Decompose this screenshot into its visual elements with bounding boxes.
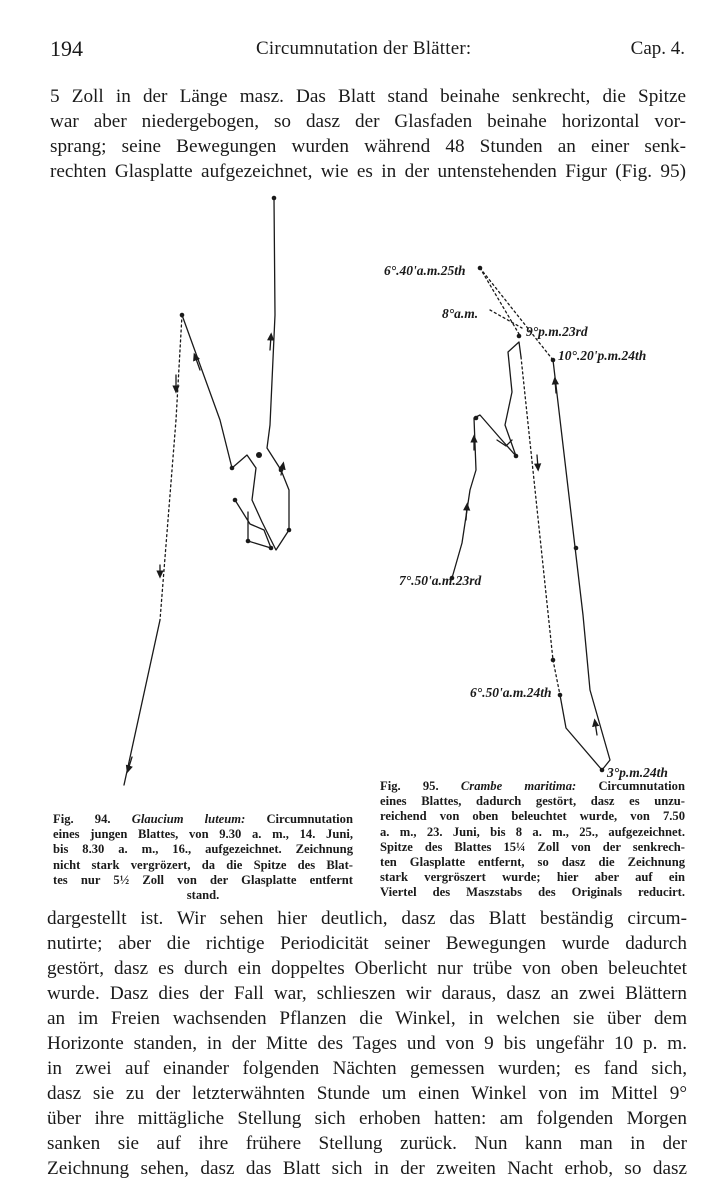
page-number: 194 xyxy=(50,36,83,61)
caption-line: Spitze des Blattes 15¼ Zoll von der senkrech- xyxy=(380,839,685,854)
caption-text: Circumnutation xyxy=(266,812,353,826)
species-name: Glaucium luteum: xyxy=(131,812,246,826)
fig95-dotted-right xyxy=(480,268,553,360)
label-8am: 8°a.m. xyxy=(442,306,479,321)
text-line: sanken sie auf ihre frühere Stellung zurück. Nun kann man in der xyxy=(47,1133,687,1154)
text-line: dasz sie zu der letzterwähnten Stunde um einen Winkel von im Mittel 9° xyxy=(47,1083,687,1104)
figure-95-labels xyxy=(384,263,668,780)
fig95-arrow-down-1 xyxy=(537,455,538,468)
caption-line: stark vergröszert wurde; hier aber auf ein xyxy=(380,870,685,885)
text-line: rechten Glasplatte aufgezeichnet, wie es in der untenstehenden Figur (Fig. 95) xyxy=(50,161,686,182)
bottom-paragraph xyxy=(47,906,687,1181)
label-750am-23: 7°.50'a.m.23rd xyxy=(399,573,482,588)
text-line: Zeichnung sehen, dasz das Blatt sich in der zweiten Nacht erhob, so dasz xyxy=(47,1158,687,1179)
caption-line xyxy=(380,779,685,794)
text-line: Horizonte standen, in der Mitte des Tages und von 9 bis ungefähr 10 p. m. xyxy=(47,1033,687,1054)
label-9pm-23: 9°p.m.23rd xyxy=(526,324,588,339)
caption-line: tes nur 5½ Zoll von der Glasplatte entfernt xyxy=(53,872,353,887)
text-line: sprang; seine Bewegungen wurden während 48 Stunden an einer senk- xyxy=(50,136,686,157)
figure-94-tracing xyxy=(124,198,289,785)
text-line: war aber niedergebogen, so dasz der Glasfaden beinahe horizontal vor- xyxy=(50,111,686,132)
caption-line: eines jungen Blattes, von 9.30 a. m., 14. Juni, xyxy=(53,827,353,842)
caption-line: reichend von oben beleuchtet wurde, von 7.50 xyxy=(380,809,685,824)
species-name: Crambe maritima: xyxy=(460,779,577,793)
caption-line: stand. xyxy=(186,888,220,903)
fig95-main-ascent xyxy=(452,342,521,578)
label-start-25: 6°.40'a.m.25th xyxy=(384,263,466,278)
fig95-right-descent xyxy=(553,360,610,770)
text-line: wurde. Dasz dies der Fall war, schlieszen wir daraus, dasz an zwei Blättern xyxy=(47,983,687,1004)
caption-line: Viertel des Maszstabs des Originals reducirt. xyxy=(380,885,685,900)
running-title: Circumnutation der Blätter: xyxy=(256,38,472,59)
caption-line: bis 8.30 a. m., 16., aufgezeichnet. Zeichnung xyxy=(53,842,353,857)
text-line: in zwei auf einander folgenden Nächten gemessen wurden; es fand sich, xyxy=(47,1058,687,1079)
caption-fig-95 xyxy=(380,779,685,901)
fig95-arrow-up-4 xyxy=(595,722,597,735)
fig95-dotted-low xyxy=(553,660,560,695)
text-line: über ihre mittägliche Stellung sich erhoben hatten: am folgenden Morgen xyxy=(47,1108,687,1129)
chapter-label: Cap. 4. xyxy=(630,38,685,59)
label-1020pm-24: 10°.20'p.m.24th xyxy=(558,348,647,363)
caption-fig-94 xyxy=(53,812,353,903)
label-3pm-24: 3°p.m.24th xyxy=(607,765,668,780)
text-line: dargestellt ist. Wir sehen hier deutlich, dasz das Blatt beständig circum- xyxy=(47,908,687,929)
fig95-arrow-up-1 xyxy=(466,506,467,520)
label-650am-24: 6°.50'a.m.24th xyxy=(470,685,552,700)
fig-number: Fig. 94. xyxy=(53,812,111,826)
caption-line: ten Glasplatte entfernt, so dasz die Zeichnung xyxy=(380,855,685,870)
text-line: an im Freien wachsenden Pflanzen die Winkel, in welchen sie über dem xyxy=(47,1008,687,1029)
caption-text: Circumnutation xyxy=(598,779,685,793)
fig94-final-line xyxy=(124,620,160,785)
caption-line xyxy=(53,812,353,827)
fig94-dotted-drop xyxy=(176,315,182,420)
fig95-dotted-mid xyxy=(521,357,553,660)
text-line: 5 Zoll in der Länge masz. Das Blatt stand beinahe senkrecht, die Spitze xyxy=(50,86,686,107)
caption-line: nicht stark vergrözert, da die Spitze des Blat- xyxy=(53,857,353,872)
fig94-arrow-up-1 xyxy=(270,336,271,350)
fig94-upper-trace xyxy=(182,198,289,550)
fig-number: Fig. 95. xyxy=(380,779,439,793)
fig94-loop-trace xyxy=(235,500,271,548)
caption-line: eines Blattes, dadurch gestört, dasz es unzu- xyxy=(380,794,685,809)
text-line: nutirte; aber die richtige Periodicität seiner Bewegungen wurde dadurch xyxy=(47,933,687,954)
text-line: gestört, dasz es durch ein doppeltes Oberlicht nur trübe von oben beleuchtet xyxy=(47,958,687,979)
fig95-dotted-top xyxy=(480,268,519,334)
caption-line: a. m., 23. Juni, bis 8 a. m., 25., aufgezeichnet. xyxy=(380,824,685,839)
fig94-dotted-descent xyxy=(160,420,176,620)
